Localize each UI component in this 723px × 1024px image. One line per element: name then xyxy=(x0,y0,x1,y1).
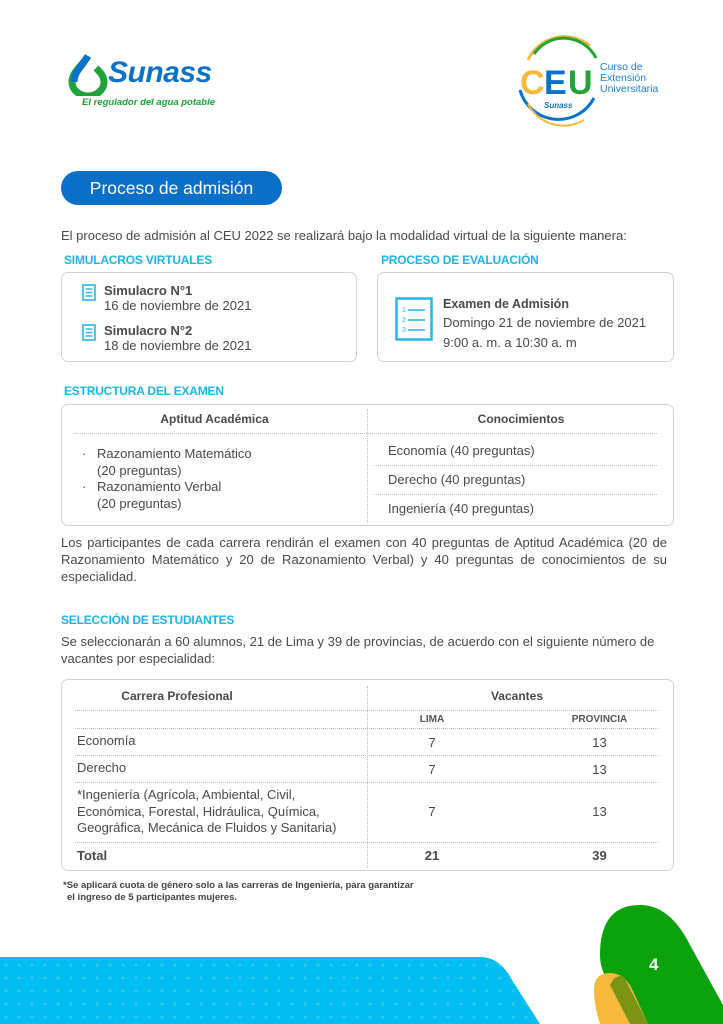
ceu-sub-brand: Sunass xyxy=(544,101,573,110)
sunass-tagline: El regulador del agua potable xyxy=(82,97,216,108)
exam-date: Domingo 21 de noviembre de 2021 xyxy=(443,315,647,330)
simulacros-heading: SIMULACROS VIRTUALES xyxy=(64,253,213,267)
provincia-header: PROVINCIA xyxy=(571,714,628,725)
aptitud-item: · Razonamiento Matemático xyxy=(82,446,252,461)
evaluacion-card xyxy=(377,272,674,362)
simulacro-date: 16 de noviembre de 2021 xyxy=(104,298,252,313)
simulacro-title: Simulacro N°1 xyxy=(104,283,193,298)
simulacro-item xyxy=(82,283,251,314)
svg-text:U: U xyxy=(568,64,593,102)
ceu-emblem xyxy=(514,32,604,130)
vacantes-header: Vacantes xyxy=(490,689,544,703)
provincia-cell: 13 xyxy=(592,804,607,819)
conocimientos-header: Conocimientos xyxy=(477,412,565,426)
estructura-note: Los participantes de cada carrera rendirán el examen con 40 preguntas de Aptitud Académica (20 de Razonamiento Matemático y 20 de Razonamiento Verbal) y 40 preguntas de conocimientos de su especialidad. xyxy=(61,535,667,584)
aptitud-list xyxy=(82,446,252,512)
page-title: Proceso de admisión xyxy=(61,171,282,205)
svg-text:1: 1 xyxy=(402,307,406,314)
svg-text:E: E xyxy=(544,64,567,102)
aptitud-count: (20 preguntas) xyxy=(97,462,182,478)
ceu-line-1: Curso de xyxy=(600,61,643,73)
footnote-line-1: *Se aplicará cuota de género solo a las carreras de Ingeniería, para garantizar xyxy=(63,880,414,891)
conocimiento-item: Ingeniería (40 preguntas) xyxy=(388,501,534,516)
ceu-logo xyxy=(514,32,684,130)
simulacro-title: Simulacro N°2 xyxy=(104,323,193,338)
carrera-cell: Economía xyxy=(77,733,136,748)
aptitud-header: Aptitud Académica xyxy=(160,412,269,426)
vacantes-table xyxy=(61,679,674,871)
svg-text:2: 2 xyxy=(402,317,406,324)
seleccion-text: Se seleccionarán a 60 alumnos, 21 de Lima y 39 de provincias, de acuerdo con el siguiente número de vacantes por especialidad: xyxy=(61,634,655,666)
simulacro-date: 18 de noviembre de 2021 xyxy=(104,338,252,353)
estructura-heading: ESTRUCTURA DEL EXAMEN xyxy=(64,384,224,398)
carrera-cell: Derecho xyxy=(77,760,127,775)
footnote-line-2: el ingreso de 5 participantes mujeres. xyxy=(67,892,238,903)
total-lima: 21 xyxy=(424,848,440,863)
carrera-header: Carrera Profesional xyxy=(121,689,233,703)
ceu-title xyxy=(600,62,658,95)
lima-header: LIMA xyxy=(419,714,445,725)
svg-text:3: 3 xyxy=(402,327,406,334)
aptitud-count: (20 preguntas) xyxy=(97,495,182,511)
evaluacion-heading: PROCESO DE EVALUACIÓN xyxy=(381,253,539,267)
conocimiento-item: Economía (40 preguntas) xyxy=(388,443,535,458)
provincia-cell: 13 xyxy=(592,735,607,750)
lima-cell: 7 xyxy=(428,804,436,819)
ceu-line-3: Universitaria xyxy=(600,83,659,95)
document-icon xyxy=(82,284,96,301)
sunass-wordmark: Sunass xyxy=(108,56,212,89)
exam-title: Examen de Admisión xyxy=(443,297,569,311)
simulacro-item xyxy=(82,323,251,354)
svg-text:C: C xyxy=(520,64,545,102)
provincia-cell: 13 xyxy=(592,762,607,777)
page-number: 4 xyxy=(649,955,659,974)
water-drop-icon xyxy=(68,54,108,96)
total-label: Total xyxy=(77,848,108,863)
estructura-table xyxy=(61,404,674,526)
intro-text: El proceso de admisión al CEU 2022 se realizará bajo la modalidad virtual de la siguiente manera: xyxy=(61,228,627,243)
numbered-list-icon xyxy=(395,297,433,341)
simulacros-card xyxy=(61,272,357,362)
lima-cell: 7 xyxy=(428,762,436,777)
document-icon xyxy=(82,324,96,341)
exam-time: 9:00 a. m. a 10:30 a. m xyxy=(443,335,577,350)
lima-cell: 7 xyxy=(428,735,436,750)
seleccion-heading: SELECCIÓN DE ESTUDIANTES xyxy=(61,613,235,627)
footnote xyxy=(63,880,414,904)
total-provincia: 39 xyxy=(592,848,607,863)
sunass-logo xyxy=(68,52,218,112)
conocimiento-item: Derecho (40 preguntas) xyxy=(388,472,526,487)
ceu-line-2: Extensión xyxy=(600,72,647,84)
carrera-cell: *Ingeniería (Agrícola, Ambiental, Civil, Económica, Forestal, Hidráulica, Química, Geográfica, Mecánica de Fluidos y Sanitaria) xyxy=(77,787,337,835)
aptitud-item: · Razonamiento Verbal xyxy=(82,479,222,494)
